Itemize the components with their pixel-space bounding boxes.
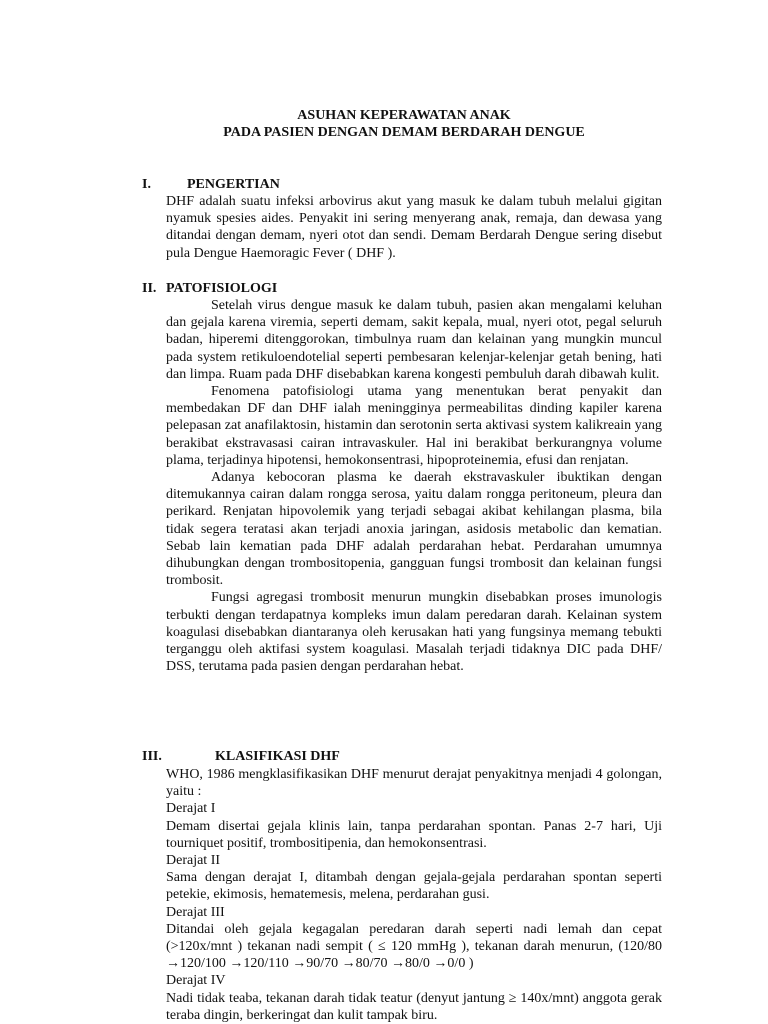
section-body-klasifikasi	[166, 766, 662, 1024]
grade-text-2: Sama dengan derajat I, ditambah dengan gejala-gejala perdarahan spontan seperti petekie, ekimosis, hematemesis, melena, perdarahan gusi.	[166, 870, 662, 903]
paragraph: Setelah virus dengue masuk ke dalam tubuh, pasien akan mengalami keluhan dan gejala karena viremia, seperti demam, sakit kepala, mual, nyeri otot, pegal seluruh badan, hiperemi ditenggorokan, timbulnya ruam dan kelainan yang mungkin muncul pada system retikuloendotelial seperti pembesaran kelenjar-kelenjar getah bening, hati dan limpa. Ruam pada DHF disebabkan karena kongesti pembuluh darah dibawah kulit.	[166, 298, 662, 382]
section-title: PATOFISIOLOGI	[166, 281, 278, 296]
document-title-line-1: ASUHAN KEPERAWATAN ANAK	[297, 108, 511, 123]
section-body-pengertian	[166, 193, 662, 262]
paragraph-intro: WHO, 1986 mengklasifikasikan DHF menurut derajat penyakitnya menjadi 4 golongan, yaitu :	[166, 767, 662, 800]
document-title-line-2: PADA PASIEN DENGAN DEMAM BERDARAH DENGUE	[223, 125, 585, 140]
section-title: PENGERTIAN	[187, 177, 280, 192]
grade-label-2: Derajat II	[166, 853, 221, 869]
grade-text-3: Ditandai oleh gejala kegagalan peredaran darah seperti nadi lemah dan cepat (>120x/mnt ) tekanan nadi sempit ( ≤ 120 mmHg ), tekanan darah menurun, (120/80 →120/100 →120/110 →90/70 →80/70 →80/0 →0/0 )	[166, 921, 662, 972]
section-number: I.	[142, 177, 151, 192]
section-number: III.	[142, 749, 162, 764]
grade-label-4: Derajat IV	[166, 973, 226, 989]
grade-label-1: Derajat I	[166, 801, 216, 817]
paragraph: Adanya kebocoran plasma ke daerah ekstravaskuler ibuktikan dengan ditemukannya cairan dalam rongga serosa, yaitu dalam rongga peritoneum, pleura dan perikard. Renjatan hipovolemik yang terjadi sebagai akibat kehilangan plasma, bila tidak segera teratasi akan terjadi anoxia jaringan, asidosis metabolic dan kematian. Sebab lain kematian pada DHF adalah perdarahan hebat. Perdarahan umumnya dihubungkan dengan trombositopenia, gangguan fungsi trombosit dan kelainan fungsi trombosit.	[166, 470, 662, 589]
section-body-patofisiologi	[166, 297, 662, 675]
section-heading-pengertian	[142, 176, 280, 193]
section-title: KLASIFIKASI DHF	[215, 749, 340, 764]
section-heading-klasifikasi	[142, 748, 340, 765]
section-number: II.	[142, 281, 157, 296]
grade-text-1: Demam disertai gejala klinis lain, tanpa perdarahan spontan. Panas 2-7 hari, Uji tourniquet positif, trombositipenia, dan hemokonsentrasi.	[166, 818, 662, 851]
grade-label-3: Derajat III	[166, 904, 225, 920]
paragraph: DHF adalah suatu infeksi arbovirus akut yang masuk ke dalam tubuh melalui gigitan nyamuk spesies aides. Penyakit ini sering menyerang anak, remaja, dan dewasa yang ditandai dengan demam, nyeri otot dan sendi. Demam Berdarah Dengue sering disebut pula Dengue Haemoragic Fever ( DHF ).	[166, 194, 662, 261]
paragraph: Fungsi agregasi trombosit menurun mungkin disebabkan proses imunologis terbukti dengan terdapatnya kompleks imun dalam peredaran darah. Kelainan system koagulasi disebabkan diantaranya oleh kerusakan hati yang fungsinya memang tebukti terganggu oleh aktifasi system koagulasi. Masalah terjadi tidaknya DIC pada DHF/ DSS, terutama pada pasien dengan perdarahan hebat.	[166, 590, 662, 675]
section-heading-patofisiologi	[142, 280, 277, 297]
grade-text-4: Nadi tidak teaba, tekanan darah tidak teatur (denyut jantung ≥ 140x/mnt) anggota gerak teraba dingin, berkeringat dan kulit tampak biru.	[166, 990, 662, 1023]
paragraph: Fenomena patofisiologi utama yang menentukan berat penyakit dan membedakan DF dan DHF ialah meningginya permeabilitas dinding kapiler karena pelepasan zat anafilaktosin, histamin dan serotonin serta aktivasi system kalikreain yang berakibat ekstravasasi cairan intravaskuler. Hal ini berakibat berkurangnya volume plama, terjadinya hipotensi, hemokonsentrasi, hipoproteinemia, efusi dan renjatan.	[166, 384, 662, 468]
